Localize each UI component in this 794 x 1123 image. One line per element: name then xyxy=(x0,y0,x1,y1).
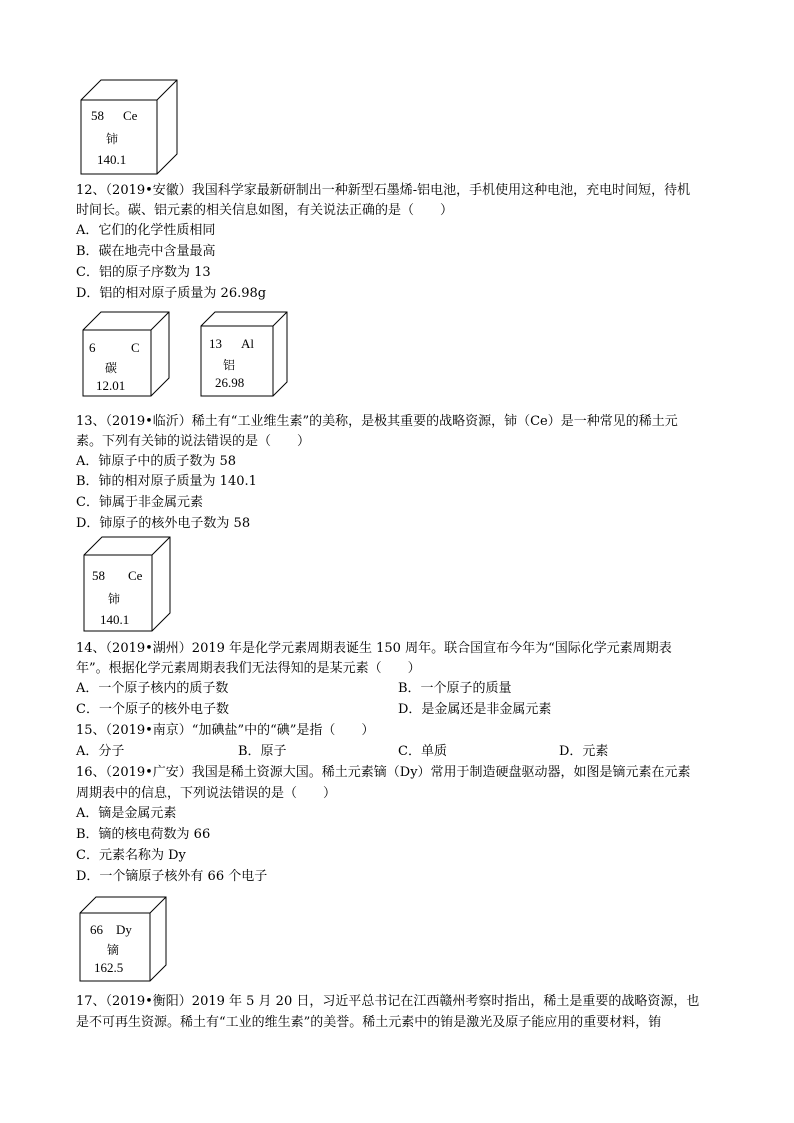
q15-stem: 15、（2019•南京）“加碘盐”中的“碘”是指（ ） xyxy=(76,723,375,738)
q14-stem-1: 14、（2019•湖州）2019 年是化学元素周期表诞生 150 周年。联合国宣布今年为“国际化学元素周期表 xyxy=(76,641,672,656)
atomic-number: 6 xyxy=(89,340,96,355)
q13-option-a: A．铈原子中的质子数为 58 xyxy=(76,454,237,469)
q16-option-a: A．镝是金属元素 xyxy=(76,806,177,821)
atomic-mass: 140.1 xyxy=(97,152,127,167)
q15-option-d: D．元素 xyxy=(559,744,609,759)
element-card-aluminum xyxy=(201,312,291,398)
atomic-mass: 162.5 xyxy=(94,960,124,975)
q12-option-b: B．碳在地壳中含量最高 xyxy=(76,244,216,259)
atomic-mass: 12.01 xyxy=(96,378,126,393)
q12-option-c: C．铝的原子序数为 13 xyxy=(76,265,211,280)
q12-stem-2: 时间长。碳、铝元素的相关信息如图，有关说法正确的是（ ） xyxy=(76,203,454,218)
element-card-dy xyxy=(80,897,170,983)
element-name: 铈 xyxy=(108,592,121,606)
atomic-number: 66 xyxy=(90,922,103,937)
element-name: 碳 xyxy=(105,361,118,375)
q15-option-c: C．单质 xyxy=(398,744,447,759)
q14-option-c: C．一个原子的核外电子数 xyxy=(76,702,229,717)
q17-stem-1: 17、（2019•衡阳）2019 年 5 月 20 日，习近平总书记在江西赣州考察时指出，稀土是重要的战略资源，也 xyxy=(76,994,700,1009)
element-symbol: Dy xyxy=(116,922,132,937)
element-name: 铈 xyxy=(106,132,119,146)
q14-option-d: D．是金属还是非金属元素 xyxy=(398,702,552,717)
q13-option-d: D．铈原子的核外电子数为 58 xyxy=(76,516,251,531)
element-card-ce-mid xyxy=(84,537,174,633)
atomic-mass: 140.1 xyxy=(100,612,130,627)
q15-option-a: A．分子 xyxy=(76,744,125,759)
q13-option-b: B．铈的相对原子质量为 140.1 xyxy=(76,474,257,489)
q13-stem-1: 13、（2019•临沂）稀土有“工业维生素”的美称，是极其重要的战略资源，铈（Ce）是一种常见的稀土元 xyxy=(76,414,678,429)
atomic-number: 58 xyxy=(91,108,104,123)
q16-stem-1: 16、（2019•广安）我国是稀土资源大国。稀土元素镝（Dy）常用于制造硬盘驱动器，如图是镝元素在元素 xyxy=(76,765,691,780)
element-card-carbon xyxy=(83,312,173,398)
q16-option-d: D．一个镝原子核外有 66 个电子 xyxy=(76,869,268,884)
q15-option-b: B．原子 xyxy=(238,744,287,759)
element-symbol: Ce xyxy=(128,568,143,583)
q12-stem-1: 12、（2019•安徽）我国科学家最新研制出一种新型石墨烯-铝电池，手机使用这种电池，充电时间短，待机 xyxy=(76,183,691,198)
q16-option-b: B．镝的核电荷数为 66 xyxy=(76,827,211,842)
atomic-number: 58 xyxy=(92,568,105,583)
q13-stem-2: 素。下列有关铈的说法错误的是（ ） xyxy=(76,434,311,449)
atomic-mass: 26.98 xyxy=(215,375,245,390)
atomic-number: 13 xyxy=(209,336,222,351)
element-symbol: C xyxy=(131,340,140,355)
q16-stem-2: 周期表中的信息，下列说法错误的是（ ） xyxy=(76,786,337,801)
element-name: 镝 xyxy=(107,943,120,957)
element-card-ce-top xyxy=(81,80,181,174)
q16-option-c: C．元素名称为 Dy xyxy=(76,848,186,863)
q12-option-d: D．铝的相对原子质量为 26.98g xyxy=(76,286,267,301)
q14-option-b: B．一个原子的质量 xyxy=(398,681,512,696)
q14-stem-2: 年”。根据化学元素周期表我们无法得知的是某元素（ ） xyxy=(76,661,421,676)
q13-option-c: C．铈属于非金属元素 xyxy=(76,495,203,510)
q12-option-a: A．它们的化学性质相同 xyxy=(76,223,216,238)
element-symbol: Ce xyxy=(123,108,138,123)
element-symbol: Al xyxy=(241,336,254,351)
q17-stem-2: 是不可再生资源。稀土有“工业的维生素”的美誉。稀土元素中的铕是激光及原子能应用的重要材料，铕 xyxy=(76,1015,662,1030)
q14-option-a: A．一个原子核内的质子数 xyxy=(76,681,229,696)
element-name: 铝 xyxy=(223,358,236,372)
